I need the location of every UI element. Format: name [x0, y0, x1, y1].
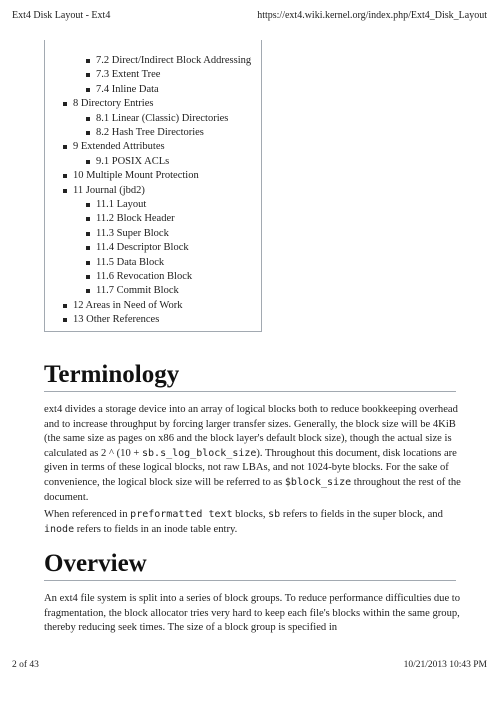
- toc-link-label: 8.1 Linear (Classic) Directories: [96, 112, 229, 124]
- bullet-icon: [86, 117, 90, 121]
- inline-code: $block_size: [284, 476, 352, 488]
- toc-link-label: 10 Multiple Mount Protection: [73, 170, 199, 182]
- toc-link-label: 12 Areas in Need of Work: [73, 299, 183, 311]
- toc-link[interactable]: [73, 184, 145, 198]
- toc-link[interactable]: [96, 227, 169, 241]
- bullet-icon: [86, 88, 90, 92]
- print-datetime: 10/21/2013 10:43 PM: [403, 660, 487, 670]
- toc-link-label: 7.2 Direct/Indirect Block Addressing: [96, 55, 252, 66]
- terminology-paragraph-1: ext4 divides a storage device into an array of logical blocks both to reduce bookkeeping overhead and to increase throughput by forcing larger transfer sizes. Generally, the block size will be 4KiB (the same size as pages on x86 and the block layer's default block size), though the actual size is calculated as 2 ^ (10 + sb.s_log_block_size). Throughout this document, disk locations are given in terms of these logical blocks, not raw LBAs, and not 1024-byte blocks. For the sake of convenience, the logical block size will be referred to as $block_size throughout the rest of the document.: [44, 404, 461, 503]
- toc-link[interactable]: [96, 83, 159, 97]
- bullet-icon: [86, 160, 90, 164]
- toc-link[interactable]: [73, 169, 199, 183]
- heading-terminology: Terminology: [44, 361, 180, 388]
- toc-link-label: 11.3 Super Block: [96, 227, 169, 239]
- page-number: 2 of 43: [12, 660, 39, 670]
- bullet-icon: [63, 318, 67, 322]
- toc-link[interactable]: [96, 284, 179, 298]
- bullet-icon: [86, 289, 90, 293]
- toc-link[interactable]: [96, 270, 192, 284]
- toc-link[interactable]: [96, 241, 189, 255]
- toc-link-label: 11 Journal (jbd2): [73, 184, 145, 196]
- bullet-icon: [63, 174, 67, 178]
- bullet-icon: [86, 261, 90, 265]
- toc-link-label: 9.1 POSIX ACLs: [96, 155, 170, 167]
- heading-rule: [44, 580, 456, 581]
- inline-code: sb.s_log_block_size: [142, 447, 257, 459]
- toc-link-label: 11.5 Data Block: [96, 256, 165, 268]
- bullet-icon: [86, 275, 90, 279]
- toc-link[interactable]: [73, 140, 165, 154]
- toc-link-label: 7.3 Extent Tree: [96, 69, 161, 81]
- header-url[interactable]: https://ext4.wiki.kernel.org/index.php/Ext4_Disk_Layout: [257, 10, 487, 21]
- toc-link[interactable]: [96, 198, 146, 212]
- overview-paragraph-1: An ext4 file system is split into a series of block groups. To reduce performance difficulties due to fragmentation, the block allocator tries very hard to keep each file's blocks within the same group, thereby reducing seek times. The size of a block group is specified in: [44, 593, 461, 634]
- bullet-icon: [63, 102, 67, 106]
- toc-link-label: 7.4 Inline Data: [96, 83, 159, 95]
- bullet-icon: [63, 304, 67, 308]
- toc-link[interactable]: [73, 313, 159, 327]
- toc-link[interactable]: [96, 212, 175, 226]
- toc-link[interactable]: [96, 112, 228, 126]
- header-title: Ext4 Disk Layout - Ext4: [12, 10, 111, 21]
- bullet-icon: [86, 246, 90, 250]
- heading-rule: [44, 391, 456, 392]
- bullet-icon: [86, 217, 90, 221]
- bullet-icon: [63, 145, 67, 149]
- toc-link[interactable]: [96, 68, 160, 82]
- inline-code: preformatted text: [130, 509, 233, 520]
- bullet-icon: [86, 73, 90, 77]
- toc-link[interactable]: [73, 97, 153, 111]
- toc-link-label: 11.6 Revocation Block: [96, 271, 193, 282]
- toc-link-label: 11.1 Layout: [96, 199, 147, 210]
- bullet-icon: [86, 232, 90, 236]
- toc-link-label: 13 Other References: [73, 314, 160, 326]
- bullet-icon: [86, 59, 90, 63]
- toc-link[interactable]: [96, 155, 169, 169]
- inline-code: sb: [268, 509, 281, 520]
- toc-link-label: 9 Extended Attributes: [73, 141, 165, 153]
- heading-overview: Overview: [44, 550, 147, 577]
- toc-link-label: 11.7 Commit Block: [96, 285, 179, 297]
- bullet-icon: [86, 203, 90, 207]
- bullet-icon: [63, 189, 67, 193]
- bullet-icon: [86, 131, 90, 135]
- toc-link-label: 8 Directory Entries: [73, 98, 154, 110]
- toc-link[interactable]: [96, 256, 164, 270]
- toc-link[interactable]: [96, 54, 251, 68]
- toc-link-label: 11.2 Block Header: [96, 213, 175, 225]
- toc-link-label: 11.4 Descriptor Block: [96, 242, 189, 254]
- inline-code: inode: [44, 523, 75, 535]
- toc-link[interactable]: [96, 126, 204, 140]
- toc-link-label: 8.2 Hash Tree Directories: [96, 127, 204, 138]
- toc-link[interactable]: [73, 299, 182, 313]
- terminology-paragraph-2: When referenced in preformatted text blocks, sb refers to fields in the super block, and inode refers to fields in an inode table entry.: [44, 509, 443, 535]
